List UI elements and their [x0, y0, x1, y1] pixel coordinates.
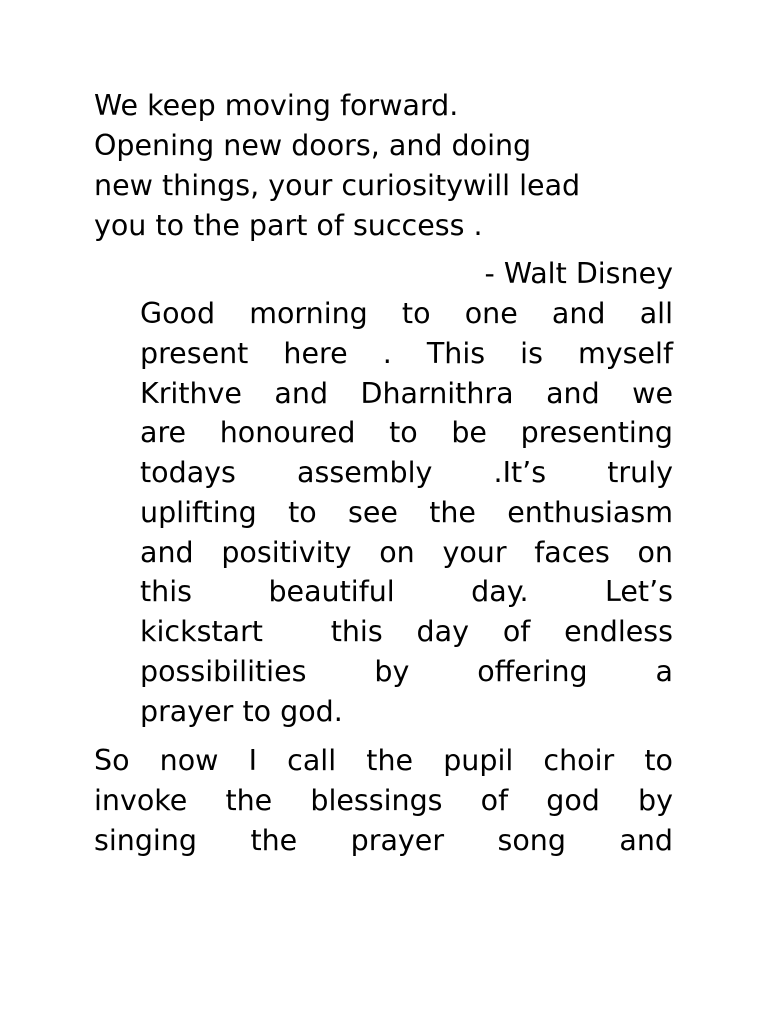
paragraph-line: uplifting to see the enthusiasm	[140, 496, 673, 529]
paragraph-line: invoke the blessings of god by	[94, 784, 673, 817]
paragraph-line: are honoured to be presenting	[140, 416, 673, 449]
paragraph-line: Good morning to one and all	[140, 297, 673, 330]
paragraph-line: present here . This is myself	[140, 337, 673, 370]
quote-line: Opening new doors, and doing	[94, 129, 532, 162]
paragraph-line: possibilities by offering a	[140, 655, 673, 688]
paragraph-line: this beautiful day. Let’s	[140, 575, 673, 608]
paragraph-line: and positivity on your faces on	[140, 536, 673, 569]
quote-line: We keep moving forward.	[94, 89, 459, 122]
paragraph-line: prayer to god.	[140, 695, 343, 728]
quote-attribution: - Walt Disney	[484, 257, 673, 290]
quote-line: new things, your curiositywill lead	[94, 169, 581, 202]
paragraph-line: So now I call the pupil choir to	[94, 744, 673, 777]
paragraph-line: todays assembly .It’s truly	[140, 456, 673, 489]
paragraph-line: Krithve and Dharnithra and we	[140, 377, 673, 410]
paragraph-line: singing the prayer song and	[94, 824, 673, 857]
quote-line: you to the part of success .	[94, 209, 483, 242]
paragraph-line: kickstart this day of endless	[140, 615, 673, 648]
